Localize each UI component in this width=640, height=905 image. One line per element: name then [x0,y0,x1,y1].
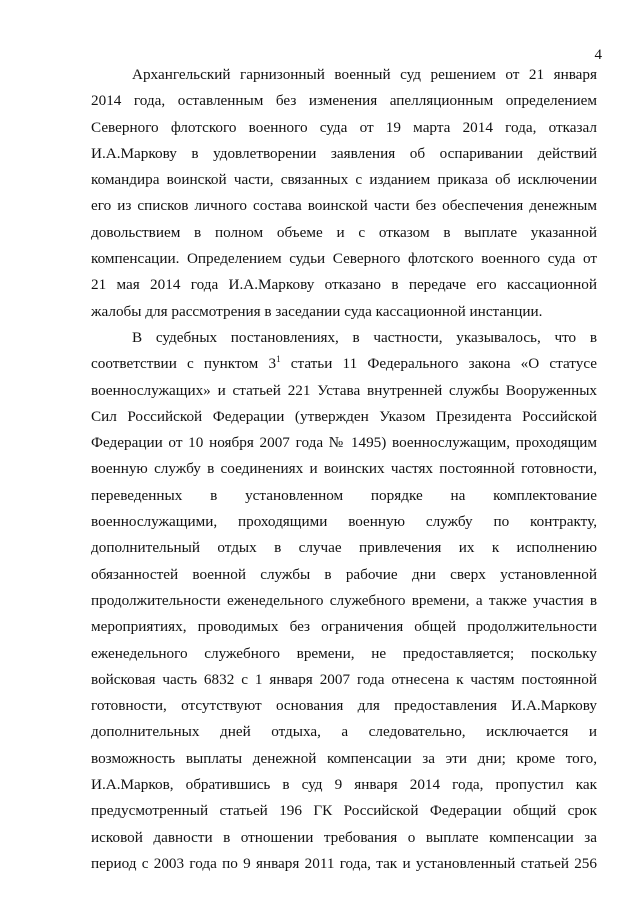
text-line: В судебных постановлениях, в частности, указывалось, что в [132,328,597,346]
text-line: командира воинской части, связанных с изданием приказа об исключении [91,171,597,189]
text-line: переведенных в установленном порядке на комплектование [91,486,597,504]
text-line: Сил Российской Федерации (утвержден Указом Президента Российской [91,407,597,425]
text-line: предусмотренный статьей 196 ГК Российской Федерации общий срок [91,802,597,820]
text-line: еженедельного служебного времени, не предоставляется; поскольку [91,644,597,662]
text-line: обязанностей военной службы в рабочие дни сверх установленной [91,565,597,583]
page-number: 4 [594,47,602,63]
text-line: И.А.Марков, обратившись в суд 9 января 2014 года, пропустил как [91,776,597,794]
document-body [91,62,597,877]
text-line: 2014 года, оставленным без изменения апелляционным определением [91,92,597,110]
text-line: военную службу в соединениях и воинских частях постоянной готовности, [91,460,597,478]
text-line: Северного флотского военного суда от 19 марта 2014 года, отказал [91,118,597,136]
text-line: войсковая часть 6832 с 1 января 2007 года отнесена к частям постоянной [91,670,597,688]
text-line: его из списков личного состава воинской части без обеспечения денежным [91,197,597,215]
text-line: военнослужащих» и статьей 221 Устава внутренней службы Вооруженных [91,381,597,399]
text-line: довольствием в полном объеме и с отказом в выплате указанной [91,223,597,241]
text-line: 21 мая 2014 года И.А.Маркову отказано в передаче его кассационной [91,276,597,294]
text-fragment: соответствии с пунктом 3 [91,355,277,373]
superscript-marker: 1 [276,354,281,365]
text-line: период с 2003 года по 9 января 2011 года, так и установленный статьей 256 [91,854,597,872]
text-line: И.А.Маркову в удовлетворении заявления об оспаривании действий [91,144,597,162]
text-line: Федерации от 10 ноября 2007 года № 1495) военнослужащим, проходящим [91,434,597,452]
text-line: мероприятиях, проводимых без ограничения общей продолжительности [91,618,597,636]
text-fragment: статьи 11 Федерального закона «О статусе [280,355,598,373]
paragraph-2 [91,325,597,877]
text-line: возможность выплаты денежной компенсации за эти дни; кроме того, [91,749,597,767]
text-line-with-footnote [91,351,597,377]
text-line: Архангельский гарнизонный военный суд решением от 21 января [132,66,597,83]
text-line: дополнительных дней отдыха, а следовательно, исключается и [91,723,597,741]
text-line: готовности, отсутствуют основания для предоставления И.А.Маркову [91,697,597,715]
text-line: продолжительности еженедельного служебного времени, а также участия в [91,591,597,609]
text-line: исковой давности в отношении требования о выплате компенсации за [91,828,597,846]
text-line: военнослужащими, проходящими военную службу по контракту, [91,513,597,531]
text-line: дополнительный отдых в случае привлечения их к исполнению [91,539,597,557]
paragraph-1 [91,62,597,325]
text-line: компенсации. Определением судьи Северного флотского военного суда от [91,250,597,268]
text-line: жалобы для рассмотрения в заседании суда кассационной инстанции. [91,302,543,320]
